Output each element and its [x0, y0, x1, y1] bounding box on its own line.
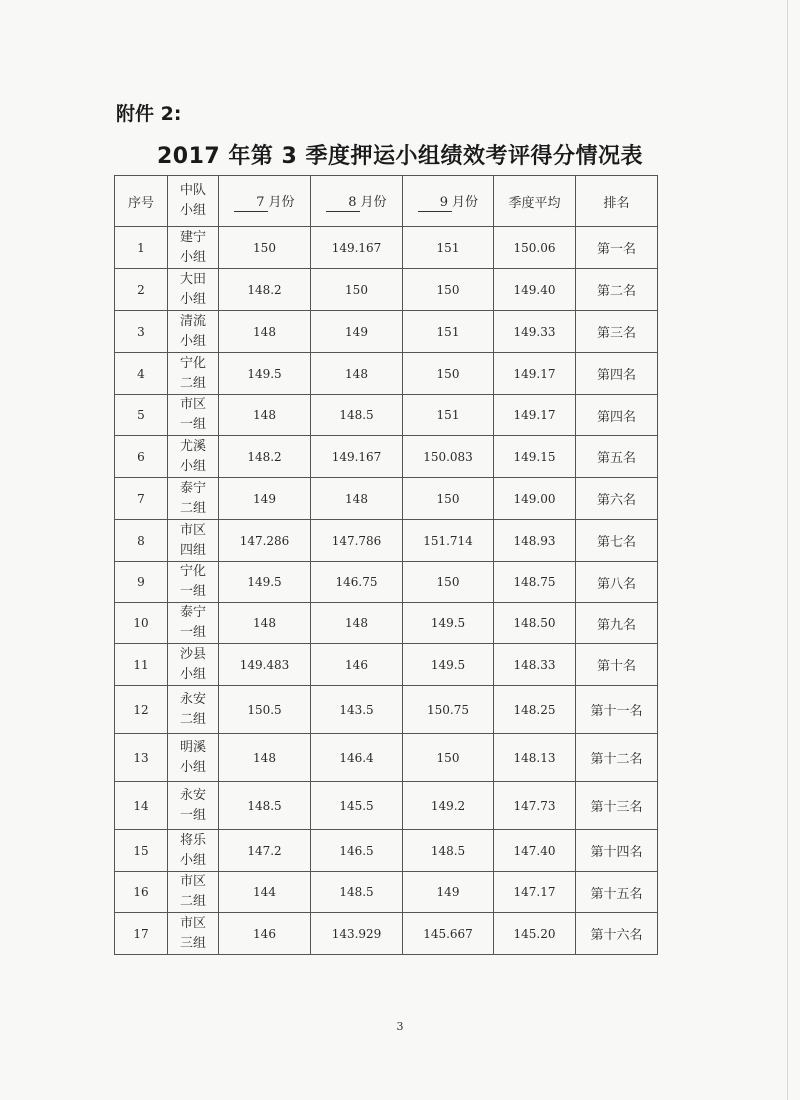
- seq-cell: 7: [115, 478, 168, 520]
- team-name-line1: 建宁: [179, 229, 206, 245]
- month-8-cell: 148: [311, 353, 403, 395]
- rank-cell: 第十四名: [576, 830, 658, 872]
- rank-cell: 第六名: [576, 478, 658, 520]
- score-table: [114, 175, 658, 955]
- average-cell: 149.33: [494, 311, 576, 353]
- average-cell: 149.00: [494, 478, 576, 520]
- month-8-cell: 148.5: [311, 395, 403, 436]
- month-9-cell: 151: [403, 311, 494, 353]
- rank-cell: 第十名: [576, 644, 658, 686]
- team-name-line2: 一组: [179, 417, 206, 432]
- team-name-line1: 大田: [179, 271, 206, 287]
- month-7-cell: 146: [219, 913, 311, 955]
- table-row: [115, 395, 658, 436]
- seq-cell: 10: [115, 603, 168, 644]
- table-row: [115, 227, 658, 269]
- attachment-label: 附件 2:: [116, 103, 182, 125]
- month-7-cell: 148.5: [219, 782, 311, 830]
- month-8-cell: 146.75: [311, 562, 403, 603]
- month-9-cell: 150.75: [403, 686, 494, 734]
- rank-cell: 第九名: [576, 603, 658, 644]
- rank-cell: 第七名: [576, 520, 658, 562]
- table-row: [115, 830, 658, 872]
- seq-cell: 13: [115, 734, 168, 782]
- month-7-cell: 148: [219, 395, 311, 436]
- team-name-line2: 小组: [179, 852, 206, 868]
- month-9-cell: 149.2: [403, 782, 494, 830]
- header-team-line2: 小组: [179, 203, 206, 218]
- average-cell: 145.20: [494, 913, 576, 955]
- header-team-line1: 中队: [179, 183, 206, 198]
- team-cell: [168, 782, 219, 830]
- team-name-line1: 宁化: [179, 564, 206, 579]
- month-9-cell: 150: [403, 353, 494, 395]
- team-name-line2: 四组: [179, 542, 206, 558]
- header-month-7-number: 7: [234, 195, 268, 212]
- rank-cell: 第十六名: [576, 913, 658, 955]
- table-row: [115, 603, 658, 644]
- team-name-line1: 沙县: [179, 646, 206, 662]
- rank-cell: 第一名: [576, 227, 658, 269]
- month-7-cell: 148.2: [219, 269, 311, 311]
- table-row: [115, 872, 658, 913]
- team-name-line1: 尤溪: [179, 438, 206, 454]
- team-name-line2: 小组: [179, 458, 206, 474]
- seq-cell: 17: [115, 913, 168, 955]
- team-name-line2: 一组: [179, 584, 206, 599]
- team-name-line2: 二组: [179, 894, 206, 909]
- header-seq: 序号: [115, 176, 168, 227]
- average-cell: 147.73: [494, 782, 576, 830]
- team-name-line1: 清流: [179, 313, 206, 329]
- team-name-line1: 泰宁: [179, 605, 206, 620]
- team-name-line1: 将乐: [179, 832, 206, 848]
- header-row: [115, 176, 658, 227]
- month-9-cell: 149.5: [403, 644, 494, 686]
- team-cell: [168, 436, 219, 478]
- month-7-cell: 147.2: [219, 830, 311, 872]
- rank-cell: 第四名: [576, 395, 658, 436]
- team-name-line2: 小组: [179, 291, 206, 307]
- header-month-8: [311, 176, 403, 227]
- month-7-cell: 148: [219, 311, 311, 353]
- average-cell: 149.17: [494, 353, 576, 395]
- table-row: [115, 913, 658, 955]
- month-7-cell: 144: [219, 872, 311, 913]
- seq-cell: 3: [115, 311, 168, 353]
- team-cell: [168, 353, 219, 395]
- month-9-cell: 149: [403, 872, 494, 913]
- team-cell: [168, 269, 219, 311]
- month-7-cell: 148: [219, 734, 311, 782]
- month-8-cell: 143.929: [311, 913, 403, 955]
- table-row: [115, 353, 658, 395]
- average-cell: 147.17: [494, 872, 576, 913]
- table-row: [115, 562, 658, 603]
- month-8-cell: 149: [311, 311, 403, 353]
- month-8-cell: 149.167: [311, 227, 403, 269]
- month-9-cell: 149.5: [403, 603, 494, 644]
- average-cell: 147.40: [494, 830, 576, 872]
- month-8-cell: 146.5: [311, 830, 403, 872]
- seq-cell: 14: [115, 782, 168, 830]
- team-cell: [168, 830, 219, 872]
- month-7-cell: 149.5: [219, 562, 311, 603]
- rank-cell: 第十五名: [576, 872, 658, 913]
- month-7-cell: 148.2: [219, 436, 311, 478]
- month-7-cell: 149.483: [219, 644, 311, 686]
- month-8-cell: 147.786: [311, 520, 403, 562]
- team-name-line1: 永安: [179, 691, 206, 707]
- score-table-body: [115, 227, 658, 955]
- team-cell: [168, 478, 219, 520]
- table-row: [115, 269, 658, 311]
- seq-cell: 4: [115, 353, 168, 395]
- team-name-line1: 市区: [179, 522, 206, 538]
- team-cell: [168, 227, 219, 269]
- team-name-line2: 小组: [179, 333, 206, 349]
- month-9-cell: 145.667: [403, 913, 494, 955]
- seq-cell: 11: [115, 644, 168, 686]
- month-9-cell: 151: [403, 227, 494, 269]
- month-8-cell: 149.167: [311, 436, 403, 478]
- header-rank: 排名: [576, 176, 658, 227]
- month-7-cell: 147.286: [219, 520, 311, 562]
- rank-cell: 第二名: [576, 269, 658, 311]
- team-name-line1: 永安: [179, 787, 206, 803]
- month-8-cell: 150: [311, 269, 403, 311]
- month-9-cell: 151: [403, 395, 494, 436]
- team-cell: [168, 644, 219, 686]
- team-name-line2: 三组: [179, 935, 206, 951]
- month-9-cell: 148.5: [403, 830, 494, 872]
- month-7-cell: 149: [219, 478, 311, 520]
- table-row: [115, 478, 658, 520]
- table-row: [115, 734, 658, 782]
- rank-cell: 第八名: [576, 562, 658, 603]
- average-cell: 148.13: [494, 734, 576, 782]
- table-row: [115, 520, 658, 562]
- rank-cell: 第四名: [576, 353, 658, 395]
- month-9-cell: 150: [403, 269, 494, 311]
- seq-cell: 5: [115, 395, 168, 436]
- month-8-cell: 148: [311, 603, 403, 644]
- team-cell: [168, 311, 219, 353]
- month-9-cell: 150: [403, 562, 494, 603]
- average-cell: 148.33: [494, 644, 576, 686]
- month-7-cell: 150.5: [219, 686, 311, 734]
- seq-cell: 8: [115, 520, 168, 562]
- team-cell: [168, 913, 219, 955]
- seq-cell: 9: [115, 562, 168, 603]
- rank-cell: 第十二名: [576, 734, 658, 782]
- team-name-line2: 一组: [179, 807, 206, 823]
- month-8-cell: 148.5: [311, 872, 403, 913]
- rank-cell: 第十三名: [576, 782, 658, 830]
- seq-cell: 15: [115, 830, 168, 872]
- team-name-line1: 明溪: [179, 739, 206, 755]
- seq-cell: 16: [115, 872, 168, 913]
- average-cell: 149.17: [494, 395, 576, 436]
- month-9-cell: 151.714: [403, 520, 494, 562]
- team-cell: [168, 686, 219, 734]
- team-name-line2: 小组: [179, 666, 206, 682]
- average-cell: 149.15: [494, 436, 576, 478]
- team-name-line2: 小组: [179, 249, 206, 265]
- header-month-9-number: 9: [418, 195, 452, 212]
- rank-cell: 第五名: [576, 436, 658, 478]
- month-7-cell: 148: [219, 603, 311, 644]
- average-cell: 148.25: [494, 686, 576, 734]
- header-team: [168, 176, 219, 227]
- header-month-9-suffix: 月份: [451, 194, 478, 210]
- month-8-cell: 148: [311, 478, 403, 520]
- seq-cell: 12: [115, 686, 168, 734]
- table-row: [115, 436, 658, 478]
- rank-cell: 第三名: [576, 311, 658, 353]
- average-cell: 148.50: [494, 603, 576, 644]
- team-cell: [168, 562, 219, 603]
- header-month-7: [219, 176, 311, 227]
- month-8-cell: 146.4: [311, 734, 403, 782]
- month-9-cell: 150: [403, 478, 494, 520]
- team-name-line1: 市区: [179, 915, 206, 931]
- team-name-line2: 二组: [179, 711, 206, 727]
- team-name-line2: 小组: [179, 759, 206, 775]
- seq-cell: 1: [115, 227, 168, 269]
- document-title: 2017 年第 3 季度押运小组绩效考评得分情况表: [156, 144, 644, 169]
- table-row: [115, 644, 658, 686]
- header-month-8-number: 8: [326, 195, 360, 212]
- team-name-line2: 二组: [179, 500, 206, 516]
- seq-cell: 2: [115, 269, 168, 311]
- average-cell: 149.40: [494, 269, 576, 311]
- header-month-7-suffix: 月份: [268, 194, 295, 210]
- team-name-line1: 宁化: [179, 355, 206, 371]
- team-name-line1: 泰宁: [179, 480, 206, 496]
- table-row: [115, 686, 658, 734]
- page-number: 3: [396, 1020, 404, 1033]
- rank-cell: 第十一名: [576, 686, 658, 734]
- header-month-8-suffix: 月份: [360, 194, 387, 210]
- average-cell: 148.75: [494, 562, 576, 603]
- team-cell: [168, 872, 219, 913]
- header-month-9: [403, 176, 494, 227]
- month-8-cell: 143.5: [311, 686, 403, 734]
- team-name-line2: 一组: [179, 625, 206, 640]
- average-cell: 150.06: [494, 227, 576, 269]
- team-cell: [168, 603, 219, 644]
- month-7-cell: 150: [219, 227, 311, 269]
- month-8-cell: 145.5: [311, 782, 403, 830]
- table-row: [115, 311, 658, 353]
- header-quarter-average: 季度平均: [494, 176, 576, 227]
- team-cell: [168, 520, 219, 562]
- team-cell: [168, 395, 219, 436]
- team-cell: [168, 734, 219, 782]
- team-name-line1: 市区: [179, 397, 206, 412]
- table-row: [115, 782, 658, 830]
- month-8-cell: 146: [311, 644, 403, 686]
- month-9-cell: 150.083: [403, 436, 494, 478]
- month-9-cell: 150: [403, 734, 494, 782]
- seq-cell: 6: [115, 436, 168, 478]
- team-name-line1: 市区: [179, 874, 206, 889]
- team-name-line2: 二组: [179, 375, 206, 391]
- month-7-cell: 149.5: [219, 353, 311, 395]
- average-cell: 148.93: [494, 520, 576, 562]
